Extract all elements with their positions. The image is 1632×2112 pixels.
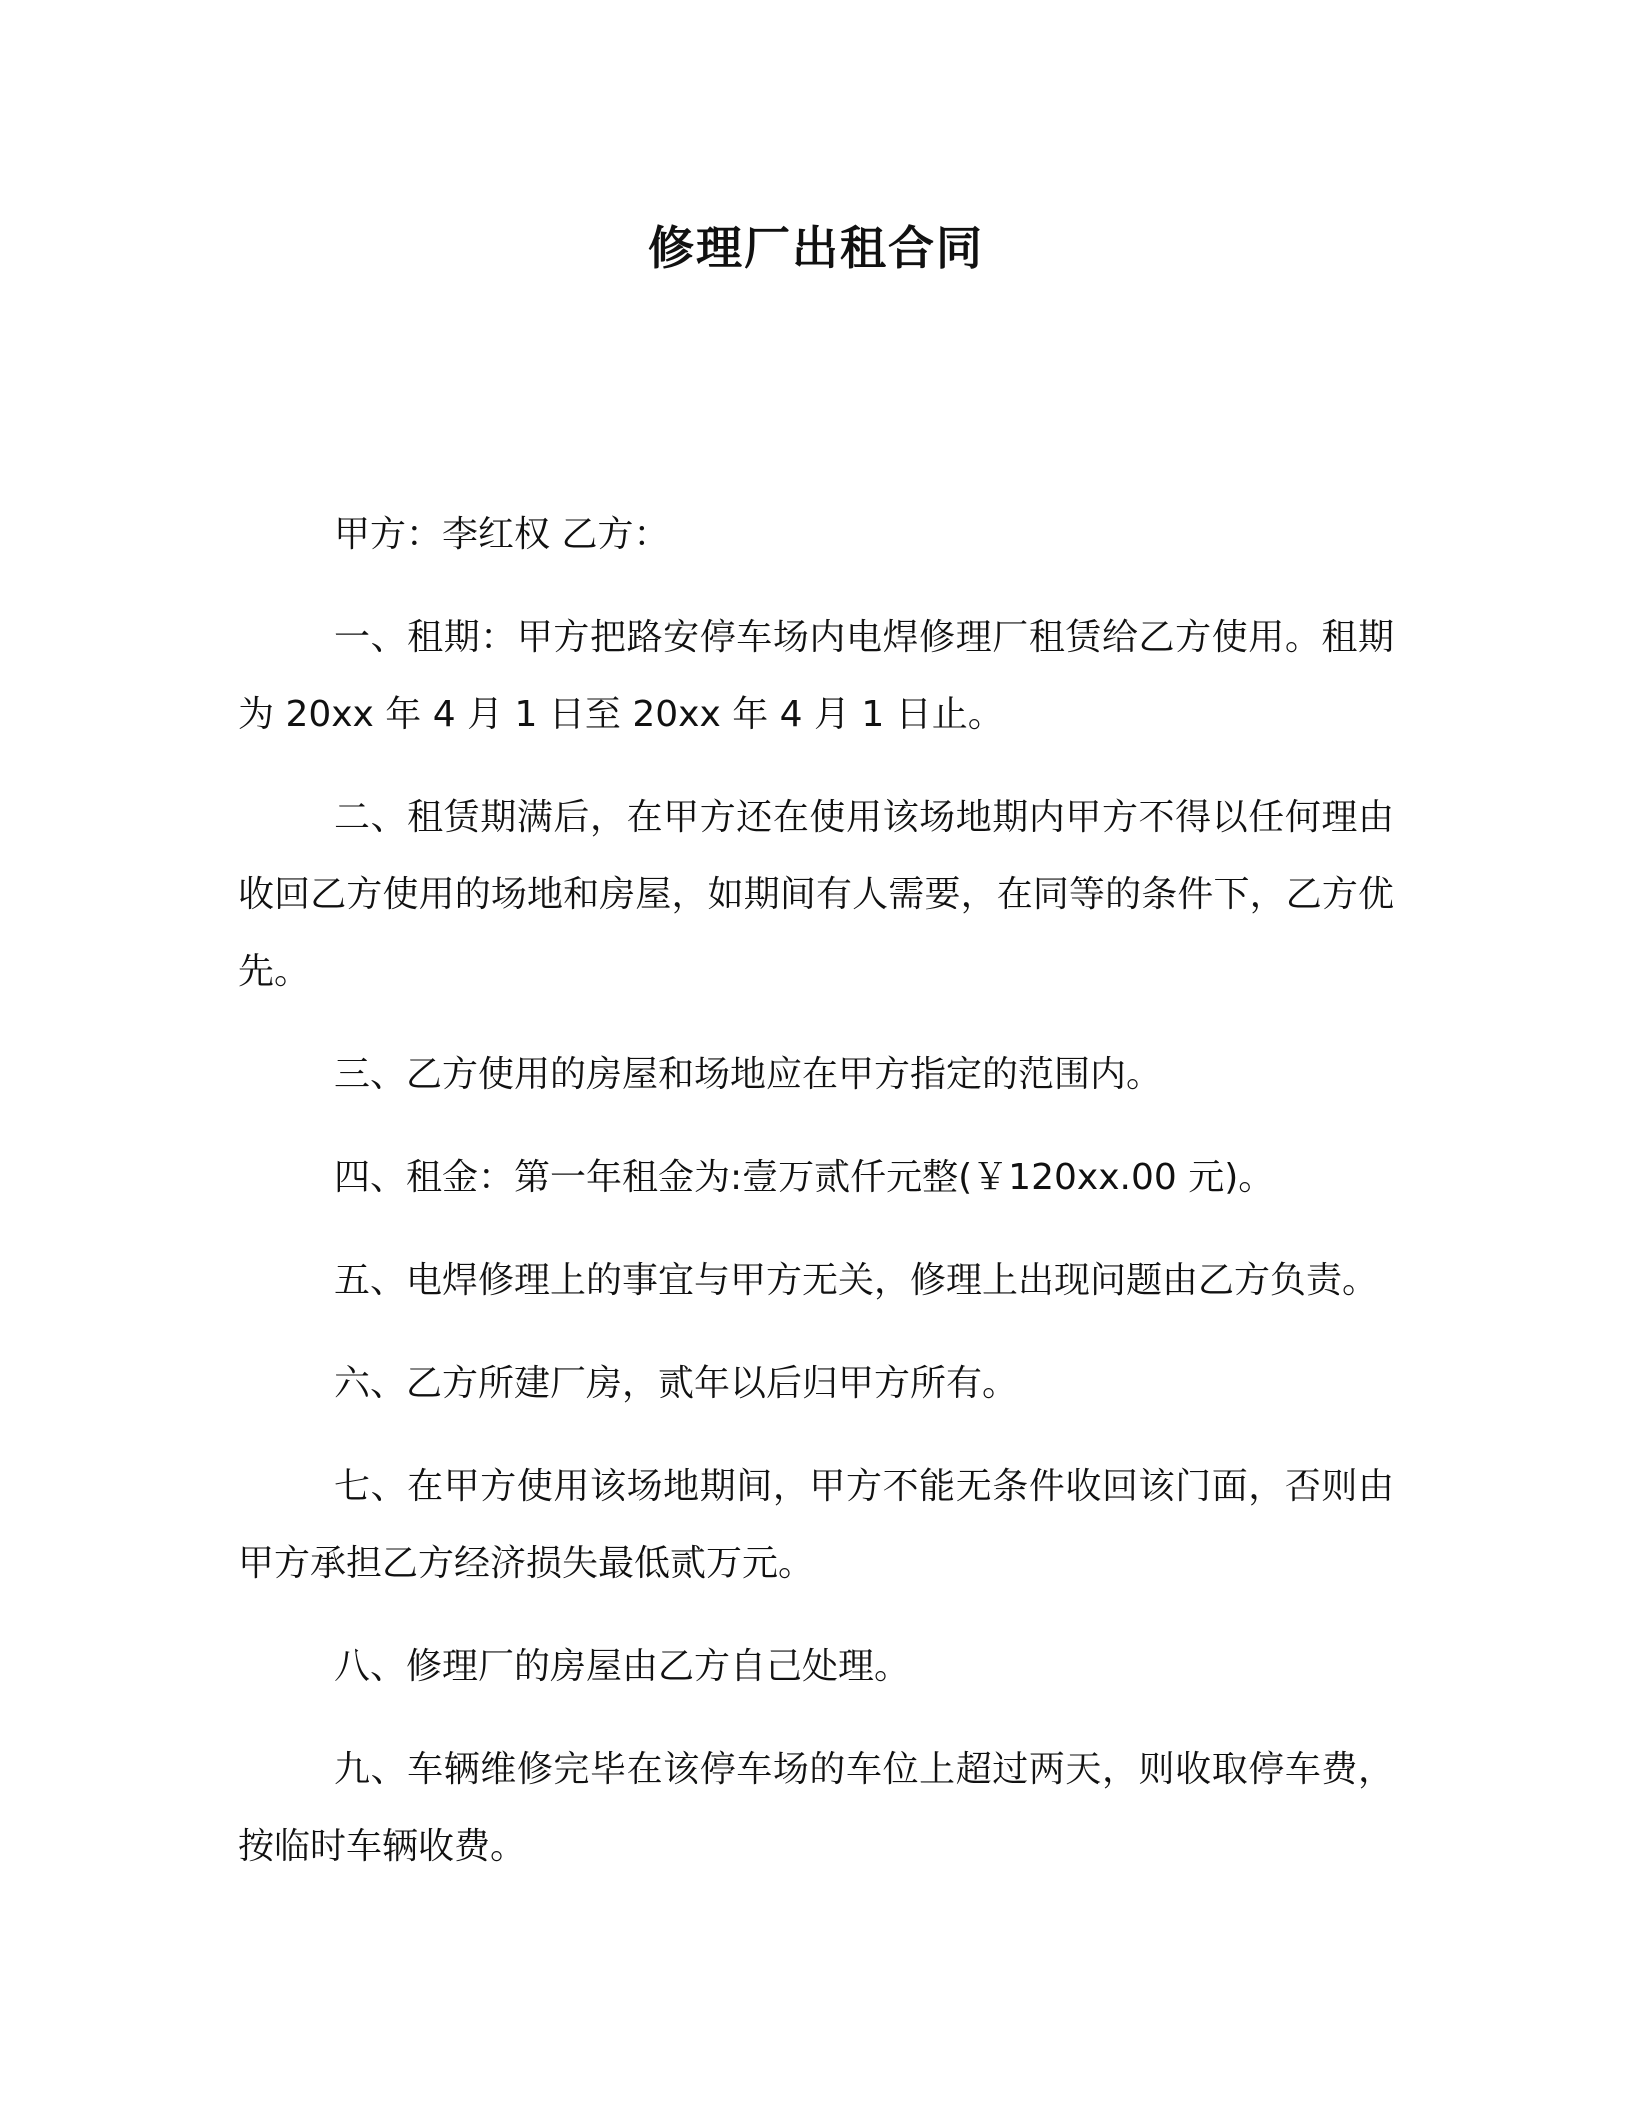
- document-body: [238, 496, 1394, 1911]
- contract-parties: 甲方：李红权 乙方：: [334, 514, 670, 555]
- clause-6-building-ownership: 六、乙方所建厂房，贰年以后归甲方所有。: [334, 1363, 1019, 1404]
- clause-7-compensation: 七、在甲方使用该场地期间，甲方不能无条件收回该门面，否则由甲方承担乙方经济损失最低贰万元。: [238, 1466, 1394, 1584]
- clause-9-parking-fee: 九、车辆维修完毕在该停车场的车位上超过两天，则收取停车费，按临时车辆收费。: [238, 1749, 1394, 1867]
- clause-2-renewal-priority: 二、租赁期满后，在甲方还在使用该场地期内甲方不得以任何理由收回乙方使用的场地和房屋，如期间有人需要，在同等的条件下，乙方优先。: [238, 797, 1394, 992]
- clause-3-use-scope: 三、乙方使用的房屋和场地应在甲方指定的范围内。: [334, 1054, 1163, 1095]
- clause-4-rent: 四、租金：第一年租金为:壹万贰仟元整(￥120xx.00 元)。: [334, 1157, 1275, 1198]
- clause-8-building-handling: 八、修理厂的房屋由乙方自己处理。: [334, 1646, 911, 1687]
- clause-5-repair-responsibility: 五、电焊修理上的事宜与甲方无关，修理上出现问题由乙方负责。: [334, 1260, 1379, 1301]
- clause-1-lease-term: 一、租期：甲方把路安停车场内电焊修理厂租赁给乙方使用。租期为 20xx 年 4 月 1 日至 20xx 年 4 月 1 日止。: [238, 617, 1394, 735]
- document-title: 修理厂出租合同: [648, 221, 984, 275]
